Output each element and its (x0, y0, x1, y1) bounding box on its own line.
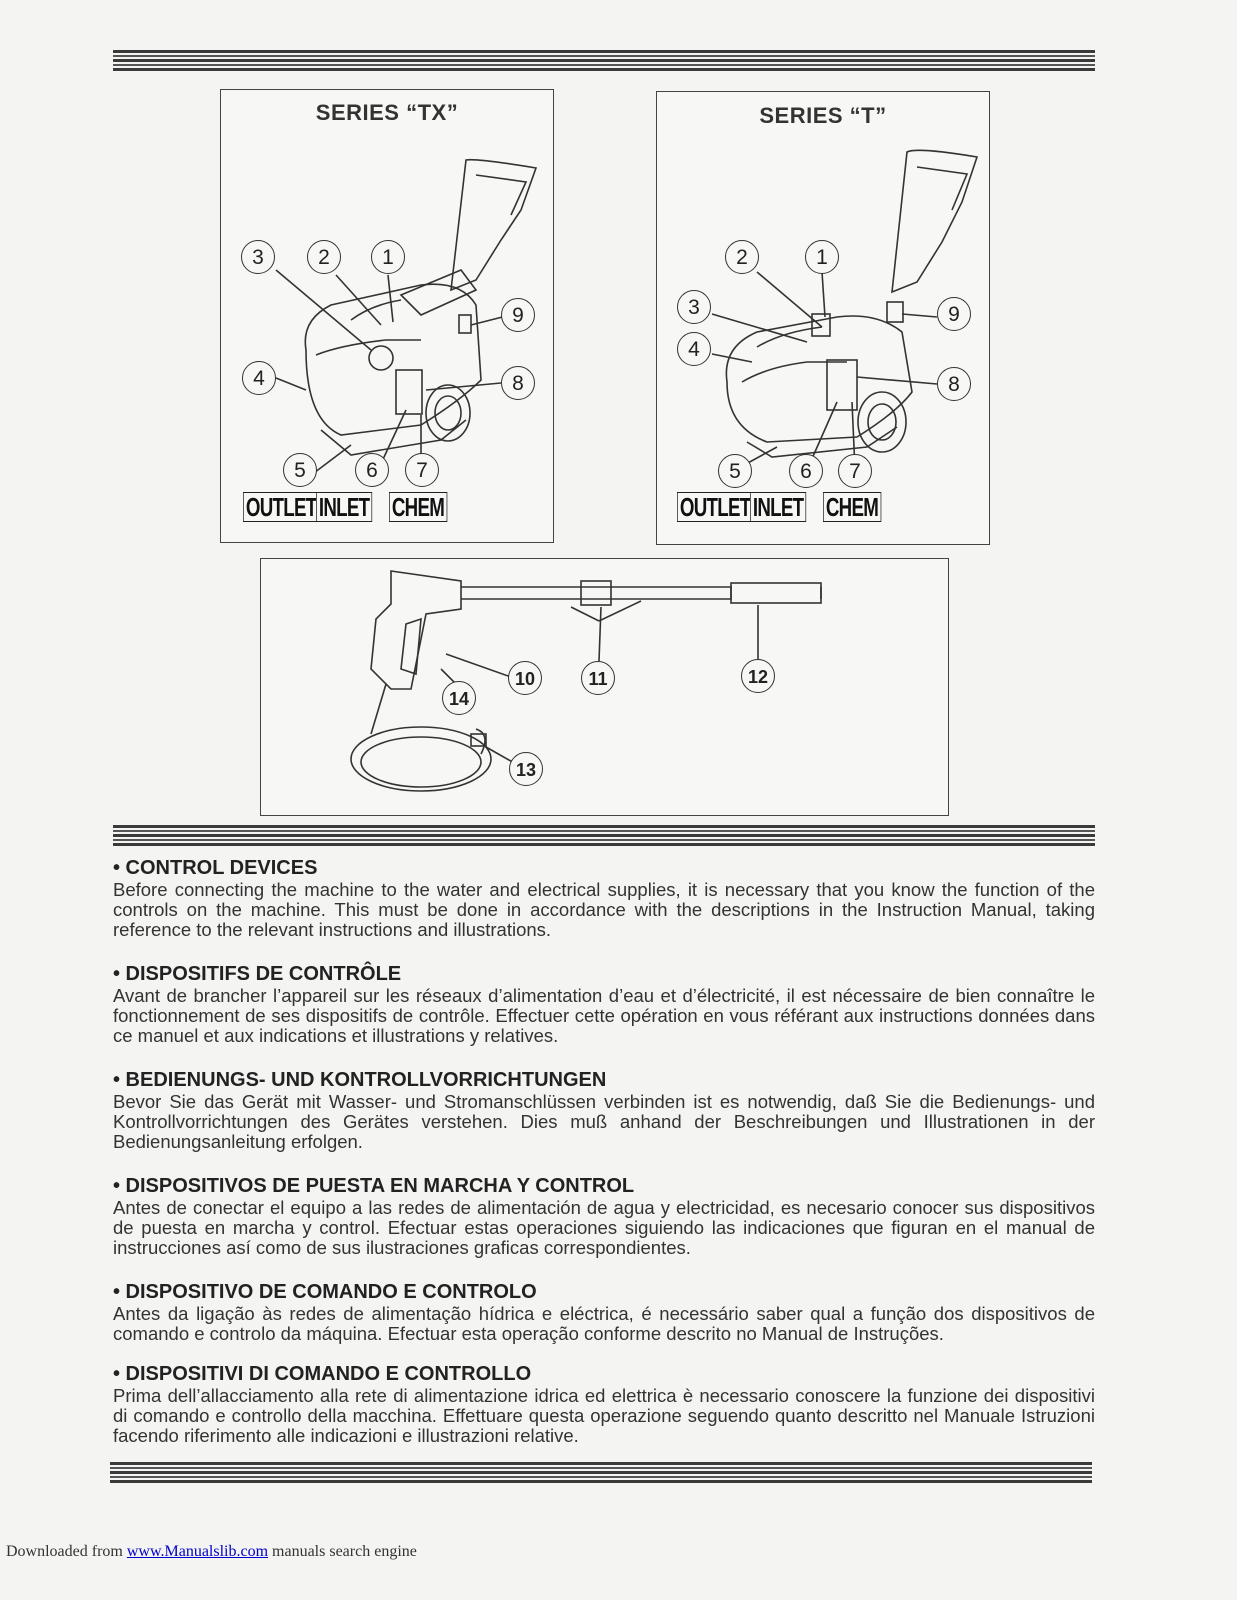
tx-callout-8: 8 (501, 366, 535, 400)
footer-prefix: Downloaded from (6, 1543, 127, 1560)
tx-callout-2: 2 (307, 240, 341, 274)
section-french (113, 962, 1095, 1068)
middle-divider (113, 825, 1095, 848)
gun-callout-12: 12 (741, 659, 775, 693)
section-heading: • BEDIENUNGS- UND KONTROLLVORRICHTUNGEN (113, 1069, 607, 1091)
t-callout-3: 3 (677, 290, 711, 324)
section-german (113, 1068, 1095, 1174)
section-body: Before connecting the machine to the water and electrical supplies, it is necessary that you know the function of the controls on the machine. This must be done in accordance with the descriptions in the Instruction Manual, taking reference to the relevant instructions and illustrations. (113, 879, 1095, 940)
section-heading: • DISPOSITIFS DE CONTRÔLE (113, 963, 402, 985)
tx-callout-9: 9 (501, 298, 535, 332)
footer-suffix: manuals search engine (268, 1543, 417, 1560)
tx-callout-4: 4 (242, 361, 276, 395)
series-t-figure (656, 91, 990, 545)
t-callout-1: 1 (805, 240, 839, 274)
manualslib-link[interactable]: www.Manualslib.com (126, 1543, 269, 1560)
section-body: Antes de conectar el equipo a las redes de alimentación de agua y electricidad, es necesario conocer sus dispositivos de puesta en marcha y control. Efectuar estas operaciones siguiendo las indicaciones que figuran en el manual de instrucciones así como de sus ilustraciones graficas correspondientes. (113, 1197, 1095, 1258)
section-heading: • CONTROL DEVICES (113, 857, 318, 879)
t-callout-6: 6 (789, 454, 823, 488)
t-callout-5: 5 (718, 454, 752, 488)
gun-callout-10: 10 (508, 661, 542, 695)
tx-callout-7: 7 (405, 453, 439, 487)
gun-callout-13: 13 (509, 752, 543, 786)
t-callout-7: 7 (838, 454, 872, 488)
t-callout-4: 4 (677, 332, 711, 366)
gun-callout-11: 11 (581, 661, 615, 695)
section-english (113, 856, 1095, 962)
t-callout-8: 8 (937, 367, 971, 401)
t-callout-2: 2 (725, 240, 759, 274)
spray-gun-figure (260, 558, 949, 816)
download-footer (6, 1543, 417, 1561)
top-divider (113, 50, 1095, 73)
series-tx-figure (220, 89, 554, 543)
section-heading: • DISPOSITIVI DI COMANDO E CONTROLLO (113, 1363, 532, 1385)
tx-outlet-label: OUTLET (243, 492, 319, 522)
section-body: Bevor Sie das Gerät mit Wasser- und Stromanschlüssen verbinden ist es notwendig, daß Sie die Bedienungs- und Kontrollvorrichtungen des Gerätes verstehen. Dies muß anhand der Beschreibungen und Illustrationen in der Bedienungsanleitung erfolgen. (113, 1091, 1095, 1152)
section-italian (113, 1362, 1095, 1446)
tx-callout-3: 3 (241, 240, 275, 274)
section-heading: • DISPOSITIVOS DE PUESTA EN MARCHA Y CONTROL (113, 1175, 635, 1197)
control-devices-text (113, 856, 1095, 1446)
section-body: Antes da ligação às redes de alimentação hídrica e eléctrica, é necessário saber qual a função dos dispositivos de comando e controlo da máquina. Efectuar esta operação conforme descrito no Manual de Instruções. (113, 1303, 1095, 1344)
section-body: Avant de brancher l’appareil sur les réseaux d’alimentation d’eau et d’électricité, il est nécessaire de bien connaître le fonctionnement de ses dispositifs de contrôle. Effectuer cette opération en vous référant aux instructions données dans ce manuel et aux indications et illustrations y relatives. (113, 985, 1095, 1046)
t-callout-9: 9 (937, 297, 971, 331)
gun-callout-14: 14 (442, 681, 476, 715)
section-spanish (113, 1174, 1095, 1280)
tx-callout-1: 1 (371, 240, 405, 274)
series-t-title: SERIES “T” (759, 103, 887, 128)
section-heading: • DISPOSITIVO DE COMANDO E CONTROLO (113, 1281, 537, 1303)
tx-callout-5: 5 (283, 453, 317, 487)
tx-chem-label: CHEM (389, 492, 447, 522)
t-chem-label: CHEM (823, 492, 881, 522)
series-tx-title: SERIES “TX” (315, 100, 459, 125)
tx-callout-6: 6 (355, 453, 389, 487)
section-portuguese (113, 1280, 1095, 1362)
section-body: Prima dell’allacciamento alla rete di alimentazione idrica ed elettrica è necessario conoscere la funzione dei dispositivi di comando e controllo della macchina. Effettuare questa operazione seguendo quanto descritto nel Manuale Istruzioni facendo riferimento alle indicazioni e illustrazioni relative. (113, 1385, 1095, 1446)
t-inlet-label: INLET (750, 492, 806, 522)
bottom-divider (110, 1462, 1092, 1485)
t-outlet-label: OUTLET (677, 492, 753, 522)
tx-inlet-label: INLET (316, 492, 372, 522)
